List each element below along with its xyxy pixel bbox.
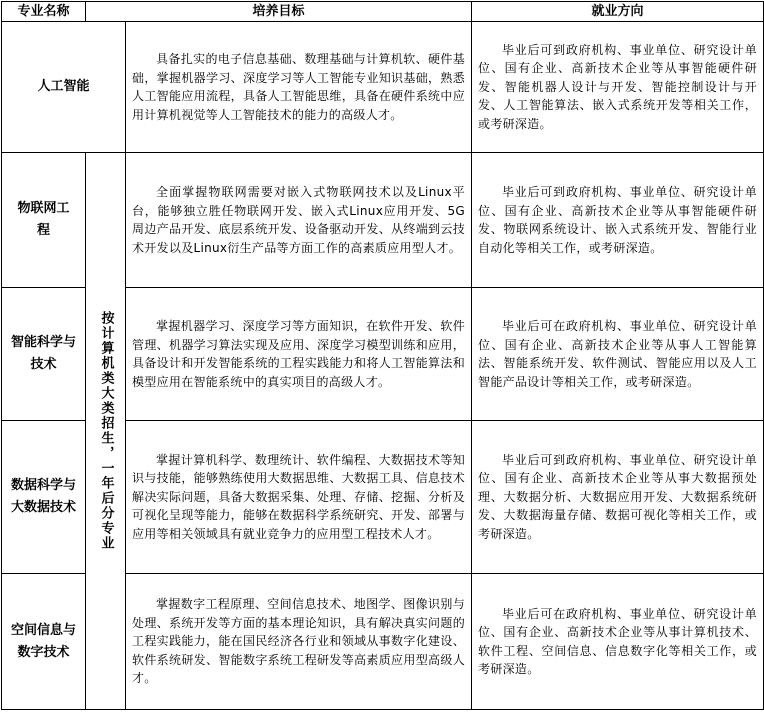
major-name: 空间信息与数字技术 <box>2 574 86 710</box>
enrollment-note <box>86 153 126 710</box>
header-career-direction: 就业方向 <box>472 2 764 22</box>
training-goal: 具备扎实的电子信息基础、数理基础与计算机软、硬件基础，掌握机器学习、深度学习等人工智能专业知识基础，熟悉人工智能应用流程，具备人工智能思维，具备在硬件系统中应用计算机视觉等人工智能技术的能力的高级人才。 <box>126 22 472 153</box>
career-direction: 毕业后可到政府机构、事业单位、研究设计单位、国有企业、高新技术企业等从事智能硬件研发、物联网系统设计、嵌入式系统开发、智能行业自动化等相关工作，或考研深造。 <box>472 153 764 288</box>
table-row <box>2 153 764 288</box>
table-row <box>2 22 764 153</box>
header-major-name: 专业名称 <box>2 2 86 22</box>
header-row <box>2 2 764 22</box>
career-direction: 毕业后可在政府机构、事业单位、研究设计单位、国有企业、高新技术企业等从事人工智能算法、智能系统开发、软件测试、智能应用以及人工智能产品设计等相关工作，或考研深造。 <box>472 288 764 421</box>
major-name: 人工智能 <box>2 22 126 153</box>
training-goal: 掌握数字工程原理、空间信息技术、地图学、图像识别与处理、系统开发等方面的基本理论知识，具有解决真实问题的工程实践能力，能在国民经济各行业和领域从事数字化建设、软件系统研发、智能数字系统工程研发等高素质应用型高级人才。 <box>126 574 472 710</box>
major-table <box>1 1 764 710</box>
career-direction: 毕业后可到政府机构、事业单位、研究设计单位、国有企业、高新技术企业等从事智能硬件研发、智能机器人设计与开发、智能控制设计与开发、人工智能算法、嵌入式系统开发等相关工作，或考研深造。 <box>472 22 764 153</box>
career-direction: 毕业后可到政府机构、事业单位、研究设计单位、国有企业、高新技术企业等从事大数据预处理、大数据分析、大数据应用开发、大数据系统研发、大数据海量存储、数据可视化等相关工作，或考研深造。 <box>472 421 764 574</box>
major-name: 智能科学与技术 <box>2 288 86 421</box>
enrollment-note-text: 按计算机类大类招生，一年后分专业 <box>98 311 114 551</box>
header-training-goal: 培养目标 <box>86 2 472 22</box>
training-goal: 掌握计算机科学、数理统计、软件编程、大数据技术等知识与技能，能够熟练使用大数据思维、大数据工具、信息技术解决实际问题，具备大数据采集、处理、存储、挖掘、分析及可视化呈现等能力，能够在数据科学系统研究、开发、部署与应用等相关领域具有就业竞争力的应用型工程技术人才。 <box>126 421 472 574</box>
major-name: 数据科学与大数据技术 <box>2 421 86 574</box>
major-name: 物联网工程 <box>2 153 86 288</box>
training-goal: 掌握机器学习、深度学习等方面知识，在软件开发、软件管理、机器学习算法实现及应用、深度学习模型训练和应用，具备设计和开发智能系统的工程实践能力和将人工智能算法和模型应用在智能系统中的真实项目的高级人才。 <box>126 288 472 421</box>
career-direction: 毕业后可在政府机构、事业单位、研究设计单位、国有企业、高新技术企业等从事计算机技术、软件工程、空间信息、信息数字化等相关工作，或考研深造。 <box>472 574 764 710</box>
training-goal: 全面掌握物联网需要对嵌入式物联网技术以及Linux平台，能够独立胜任物联网开发、嵌入式Linux应用开发、5G周边产品开发、底层系统开发、设备驱动开发、从终端到云技术开发以及Linux衍生产品等方面工作的高素质应用型人才。 <box>126 153 472 288</box>
